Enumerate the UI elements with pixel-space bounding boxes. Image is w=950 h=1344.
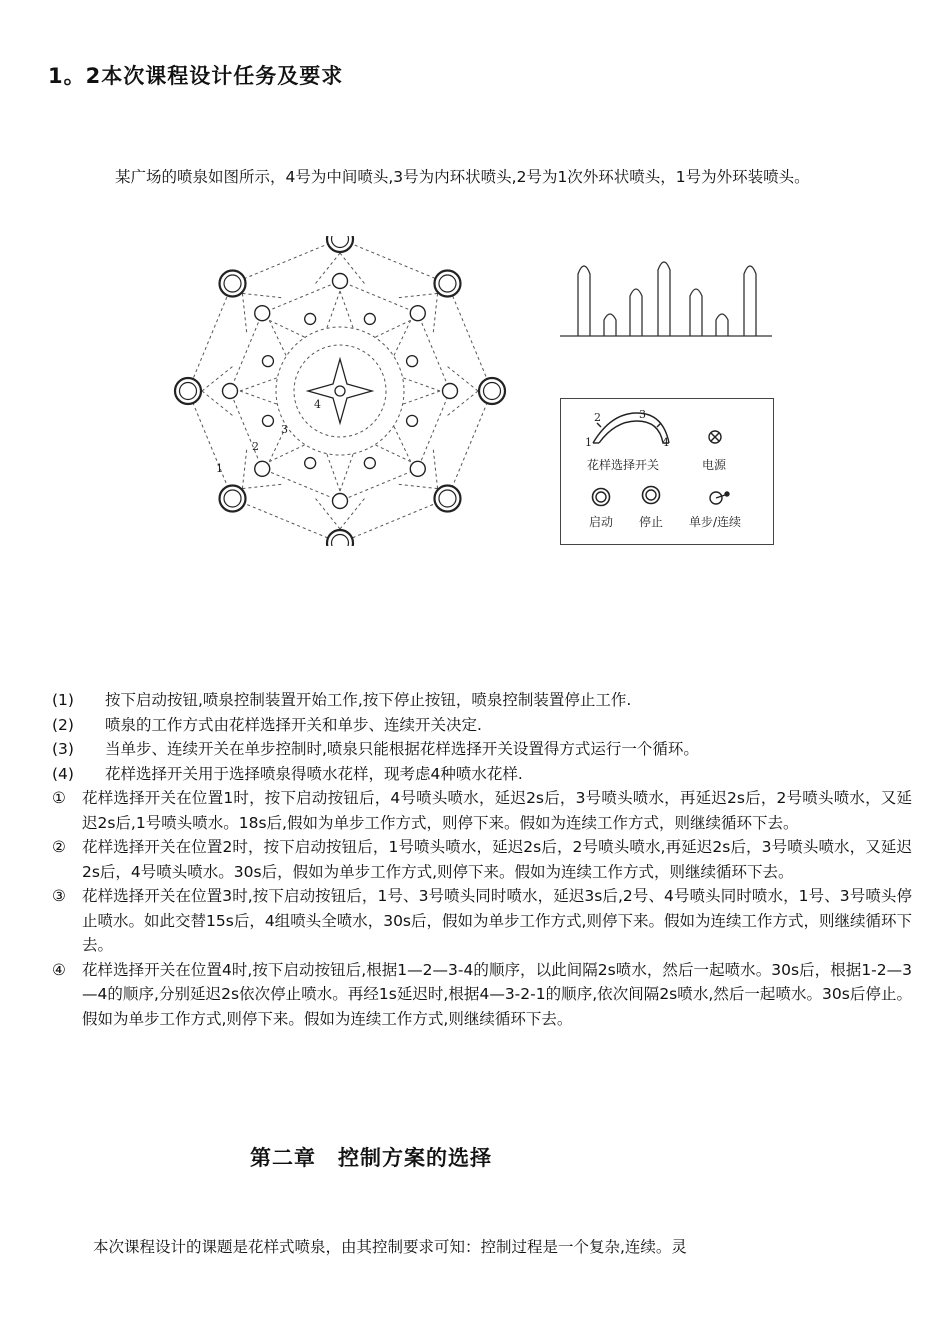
nozzle-label-1: 1: [216, 462, 223, 475]
item-number: (1): [52, 691, 74, 709]
item-text: 喷泉的工作方式由花样选择开关和单步、连续开关决定.: [105, 715, 482, 734]
item-number: ②: [52, 838, 66, 856]
item-text: 花样选择开关用于选择喷泉得喷水花样，现考虑4种喷水花样.: [105, 764, 523, 783]
item-text: 花样选择开关在位置1时，按下启动按钮后，4号喷头喷水，延迟2s后，3号喷头喷水，再延迟2s后，2号喷头喷水，又延迟2s后,1号喷头喷水。18s后,假如为单步工作方式，则停下来。假如为连续工作方式，则继续循环下去。: [82, 789, 912, 832]
chapter-heading: 第二章 控制方案的选择: [250, 1146, 492, 1170]
requirements-list: [52, 688, 912, 1031]
nozzle-label-3: 3: [281, 423, 288, 436]
list-item: [52, 835, 912, 884]
list-item: [52, 958, 912, 1032]
intro-text: 某广场的喷泉如图所示，4号为中间喷头,3号为内环状喷头,2号为1次外环状喷头，1号为外环装喷头。: [115, 168, 810, 186]
spray-pattern-figure: [560, 252, 775, 344]
item-number: (3): [52, 740, 74, 758]
item-text: 花样选择开关在位置2时，按下启动按钮后，1号喷头喷水，延迟2s后，2号喷头喷水,再延迟2s后，3号喷头喷水，又延迟2s后，4号喷头喷水。30s后，假如为单步工作方式,则停下来。假如为连续工作方式，则继续循环下去。: [82, 838, 912, 881]
fountain-layout-diagram: [170, 236, 510, 546]
list-item: [52, 688, 912, 713]
chapter-text: 本次课程设计的课题是花样式喷泉，由其控制要求可知：控制过程是一个复杂,连续。灵: [93, 1238, 687, 1256]
start-label: 启动: [589, 515, 614, 529]
item-text: 花样选择开关在位置3时,按下启动按钮后，1号、3号喷头同时喷水，延迟3s后,2号、4号喷头同时喷水，1号、3号喷头停止喷水。如此交替15s后，4组喷头全喷水，30s后，假如为单步工作方式,则停下来。假如为连续工作方式，则继续循环下去。: [82, 887, 912, 954]
item-text: 花样选择开关在位置4时,按下启动按钮后,根据1—2—3-4的顺序，以此间隔2s喷水，然后一起喷水。30s后，根据1-2—3—4的顺序,分别延迟2s依次停止喷水。再经1s延迟时,根据4—3-2-1的顺序,依次间隔2s喷水,然后一起喷水。30s后停止。假如为单步工作方式,则停下来。假如为连续工作方式,则继续循环下去。: [82, 960, 912, 1028]
stop-label: 停止: [639, 515, 664, 529]
switch-position-2: 2: [594, 411, 601, 424]
switch-position-4: 4: [662, 436, 669, 449]
nozzle-label-2: 2: [252, 440, 259, 453]
list-item: [52, 884, 912, 958]
item-number: ③: [52, 887, 66, 905]
control-panel: [560, 398, 774, 545]
switch-position-3: 3: [639, 408, 646, 421]
list-item: [52, 786, 912, 835]
nozzle-label-4: 4: [314, 398, 321, 411]
list-item: [52, 737, 912, 762]
item-number: (4): [52, 764, 74, 783]
item-text: 按下启动按钮,喷泉控制装置开始工作,按下停止按钮，喷泉控制装置停止工作.: [105, 691, 632, 709]
section-heading: 1。2本次课程设计任务及要求: [48, 64, 344, 88]
switch-position-1: 1: [585, 436, 592, 449]
item-number: (2): [52, 715, 74, 734]
intro-paragraph: [82, 165, 907, 189]
pattern-switch-label: 花样选择开关: [587, 458, 660, 472]
item-number: ④: [52, 960, 66, 979]
list-item: [52, 762, 912, 787]
item-text: 当单步、连续开关在单步控制时,喷泉只能根据花样选择开关设置得方式运行一个循环。: [105, 740, 699, 758]
mode-label: 单步/连续: [689, 515, 742, 529]
item-number: ①: [52, 789, 66, 807]
power-label: 电源: [702, 458, 727, 472]
list-item: [52, 713, 912, 738]
chapter-paragraph: [60, 1235, 910, 1259]
